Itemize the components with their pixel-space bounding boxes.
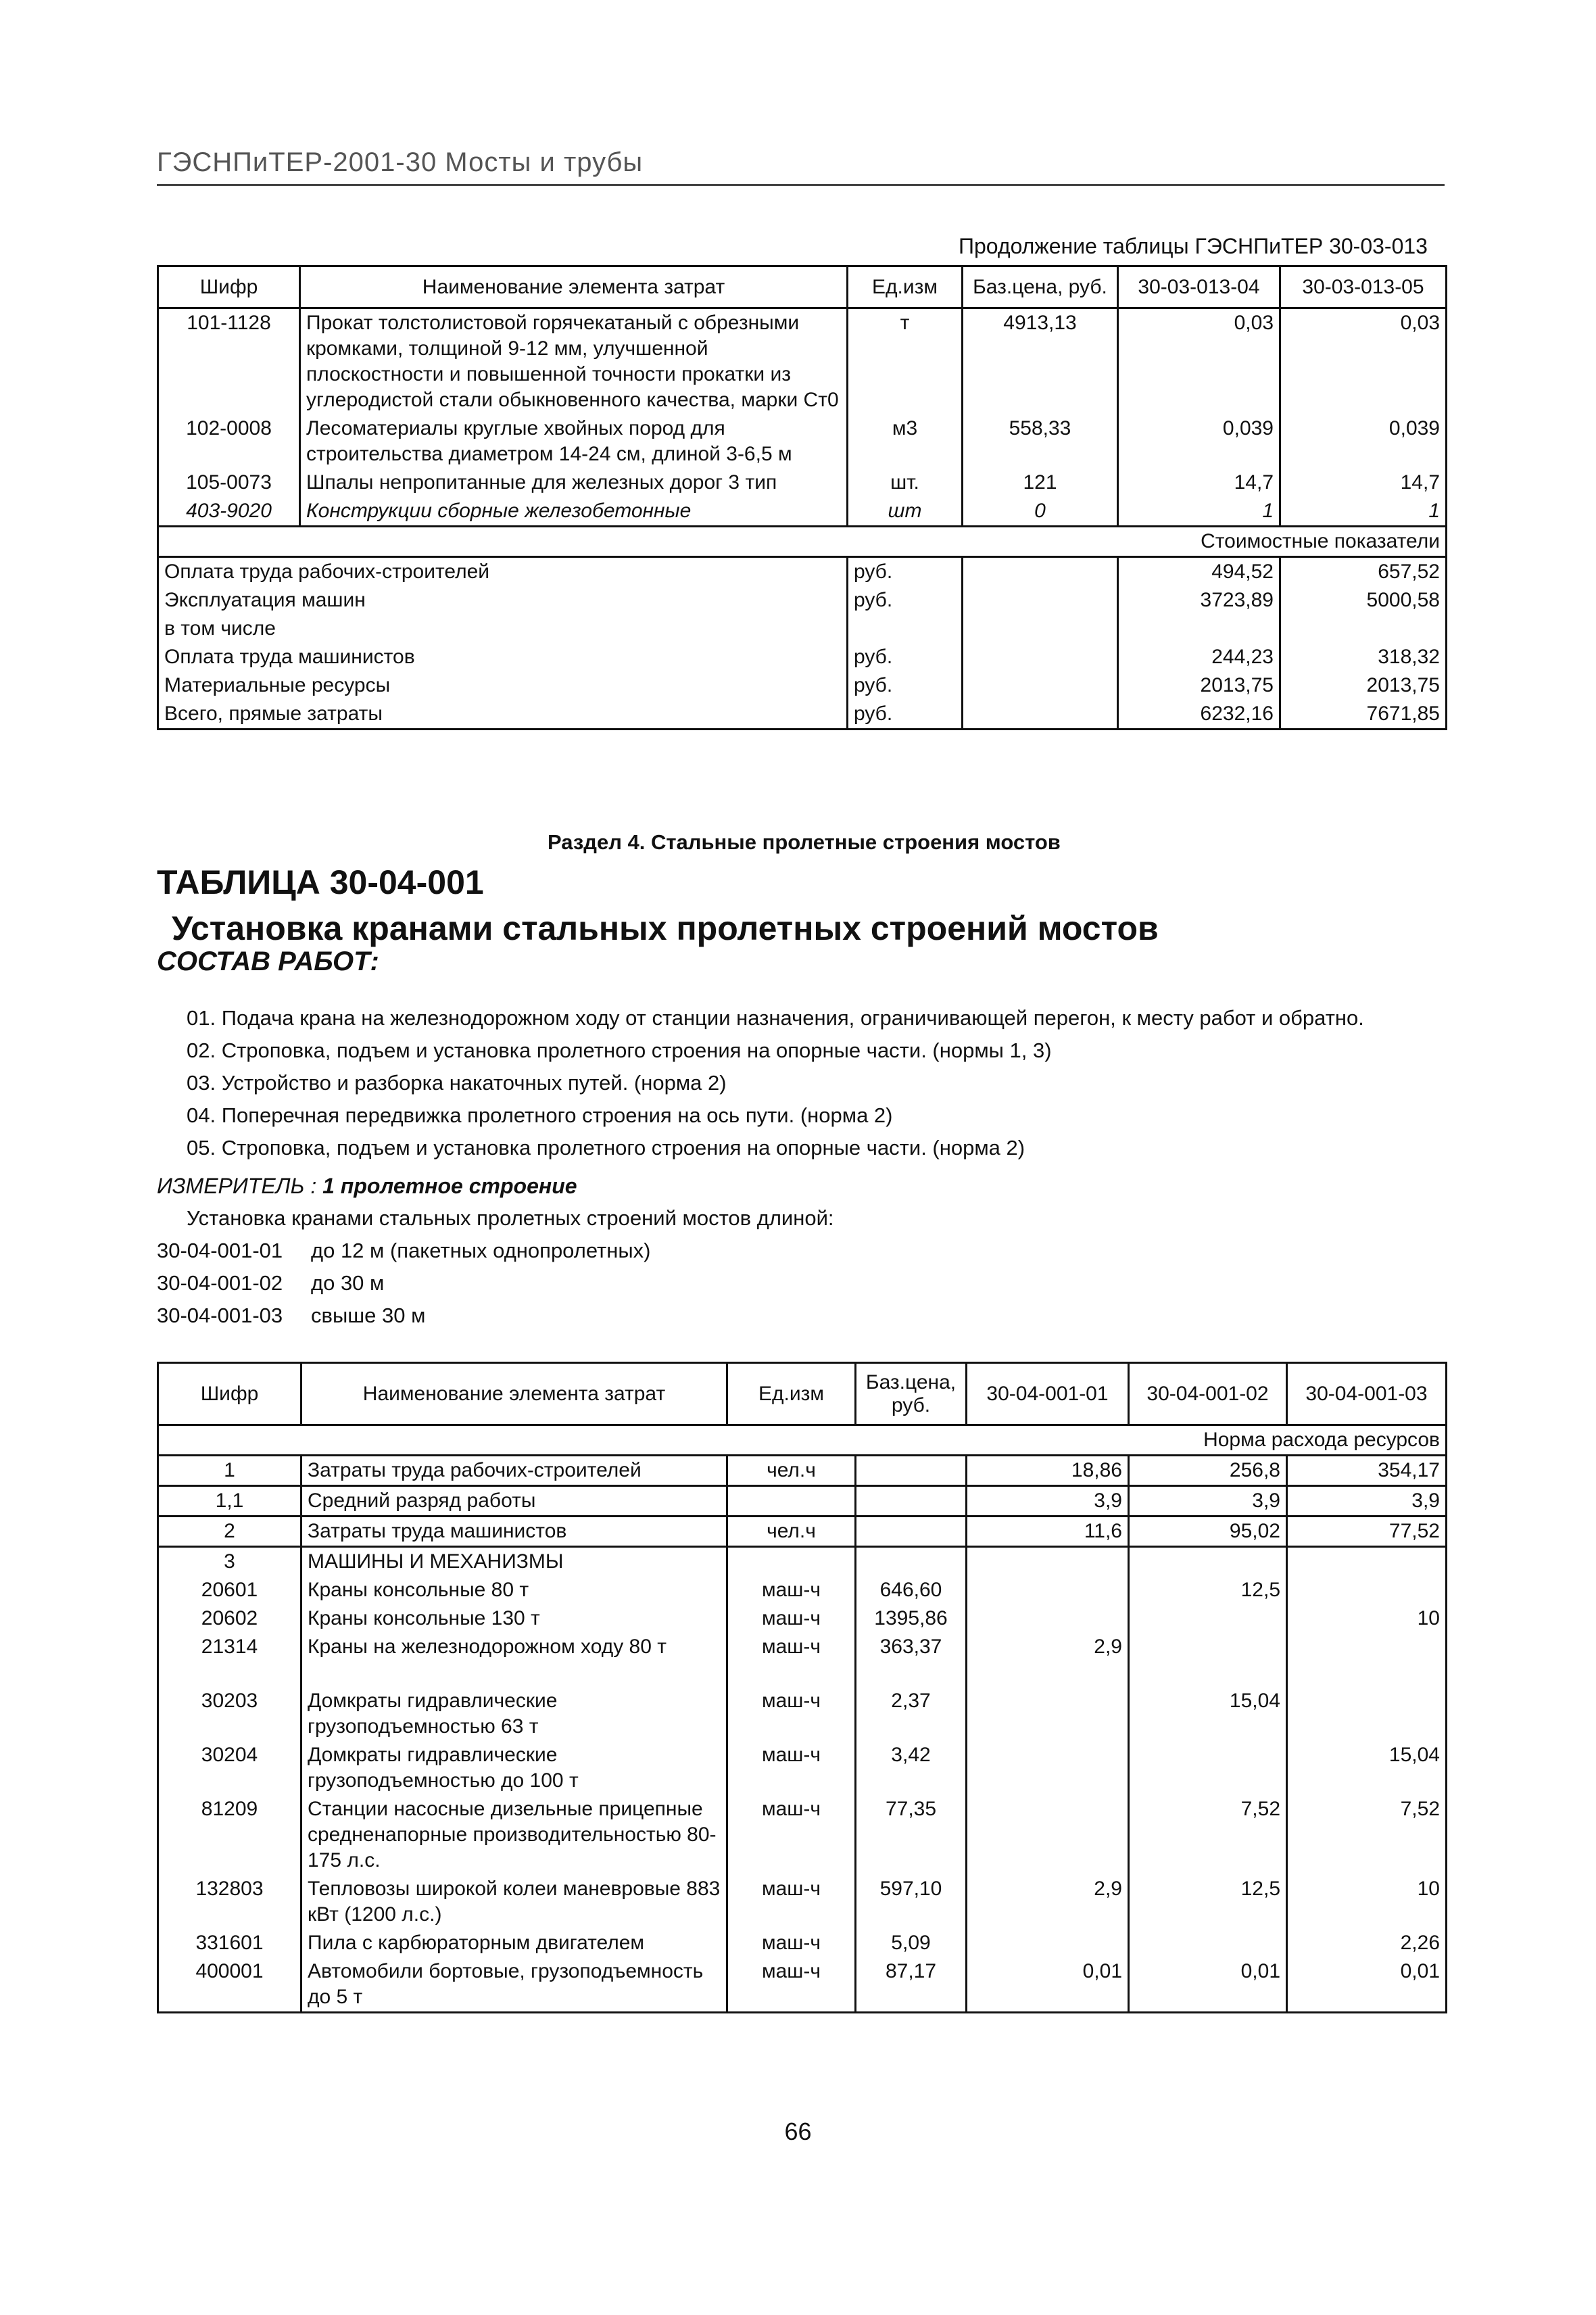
row-unit: маш-ч — [727, 1929, 856, 1957]
operation-item: 04. Поперечная передвижка пролетного строения на ось пути. (норма 2) — [187, 1103, 893, 1127]
row-price: 87,17 — [856, 1957, 967, 2013]
row-unit: шт — [848, 497, 963, 527]
row-value-2: 15,04 — [1129, 1687, 1287, 1741]
row-unit: м3 — [848, 414, 963, 469]
row-price: 3,42 — [856, 1741, 967, 1795]
row-code: 3 — [158, 1547, 301, 1577]
row-unit: маш-ч — [727, 1875, 856, 1929]
row-value-3: 10 — [1287, 1875, 1447, 1929]
row-value-2 — [1129, 1929, 1287, 1957]
row-price — [856, 1486, 967, 1517]
operation-item: 02. Строповка, подъем и установка пролетного строения на опорные части. (нормы 1, 3) — [187, 1039, 1052, 1062]
row-unit: чел.ч — [727, 1456, 856, 1486]
table2-row — [158, 1456, 1447, 1486]
row-name: Краны на железнодорожном ходу 80 т — [301, 1633, 727, 1687]
row-value-2: 95,02 — [1129, 1517, 1287, 1547]
row-value-1: 0,03 — [1118, 308, 1280, 415]
row-code: 21314 — [158, 1633, 301, 1687]
row-unit: маш-ч — [727, 1687, 856, 1741]
row-value-1: 11,6 — [967, 1517, 1129, 1547]
table2-row — [158, 1795, 1447, 1875]
table2-row — [158, 1687, 1447, 1741]
row-name: Прокат толстолистовой горячекатаный с обрезными кромками, толщиной 9-12 мм, улучшенной плоскостности и повышенной точности прокатки из углеродистой стали обыкновенного качества, марки Ст0 — [300, 308, 848, 415]
row-value-3: 2,26 — [1287, 1929, 1447, 1957]
cost-row — [158, 557, 1447, 587]
row-price: 597,10 — [856, 1875, 967, 1929]
row-value-3: 354,17 — [1287, 1456, 1447, 1486]
table1-row — [158, 469, 1447, 497]
table2-row — [158, 1604, 1447, 1633]
table2-header-name: Наименование элемента затрат — [301, 1363, 727, 1425]
row-unit: шт. — [848, 469, 963, 497]
row-price: 0 — [963, 497, 1118, 527]
row-value-1 — [967, 1687, 1129, 1741]
table2-header-col2: 30-04-001-02 — [1129, 1363, 1287, 1425]
cost-empty — [963, 615, 1118, 643]
row-value-2 — [1129, 1547, 1287, 1577]
row-unit — [727, 1486, 856, 1517]
row-unit: маш-ч — [727, 1633, 856, 1687]
row-name: Домкраты гидравлические грузоподъемностью 63 т — [301, 1687, 727, 1741]
row-value-2: 256,8 — [1129, 1456, 1287, 1486]
table-code: ТАБЛИЦА 30-04-001 — [157, 863, 484, 901]
row-unit — [727, 1547, 856, 1577]
table1-caption: Продолжение таблицы ГЭСНПиТЕР 30-03-013 — [959, 234, 1428, 258]
cost-unit: руб. — [848, 671, 963, 700]
row-price — [856, 1456, 967, 1486]
row-price — [856, 1547, 967, 1577]
row-price: 4913,13 — [963, 308, 1118, 415]
work-composition-heading: СОСТАВ РАБОТ: — [157, 947, 379, 976]
row-value-3 — [1287, 1547, 1447, 1577]
cost-value-1: 494,52 — [1118, 557, 1280, 587]
row-value-3: 15,04 — [1287, 1741, 1447, 1795]
cost-value-2: 318,32 — [1280, 643, 1447, 671]
row-value-1 — [967, 1604, 1129, 1633]
row-value-3: 3,9 — [1287, 1486, 1447, 1517]
row-code: 81209 — [158, 1795, 301, 1875]
row-price: 646,60 — [856, 1576, 967, 1604]
table1-header-code: Шифр — [158, 266, 300, 308]
row-value-3 — [1287, 1687, 1447, 1741]
row-code: 30204 — [158, 1741, 301, 1795]
row-value-2: 7,52 — [1129, 1795, 1287, 1875]
cost-empty — [963, 643, 1118, 671]
cost-unit: руб. — [848, 586, 963, 615]
row-value-2 — [1129, 1741, 1287, 1795]
row-value-2: 0,039 — [1280, 414, 1447, 469]
cost-value-2: 7671,85 — [1280, 700, 1447, 730]
cost-unit: руб. — [848, 643, 963, 671]
row-name: Пила с карбюраторным двигателем — [301, 1929, 727, 1957]
cost-row — [158, 615, 1447, 643]
table2-header-code: Шифр — [158, 1363, 301, 1425]
row-code: 331601 — [158, 1929, 301, 1957]
variant-code: 30-04-001-03 — [157, 1304, 283, 1327]
row-value-3: 77,52 — [1287, 1517, 1447, 1547]
row-value-3: 7,52 — [1287, 1795, 1447, 1875]
variant-description: до 12 м (пакетных однопролетных) — [311, 1239, 651, 1262]
cost-empty — [963, 586, 1118, 615]
row-value-3 — [1287, 1576, 1447, 1604]
table1-header-unit: Ед.изм — [848, 266, 963, 308]
row-name: Станции насосные дизельные прицепные средненапорные производительностью 80-175 л.с. — [301, 1795, 727, 1875]
variant-code: 30-04-001-01 — [157, 1239, 283, 1262]
table2-header-price: Баз.цена, руб. — [856, 1363, 967, 1425]
row-value-2: 12,5 — [1129, 1875, 1287, 1929]
row-price: 2,37 — [856, 1687, 967, 1741]
cost-value-1: 2013,75 — [1118, 671, 1280, 700]
row-code: 1 — [158, 1456, 301, 1486]
row-unit: маш-ч — [727, 1604, 856, 1633]
row-code: 102-0008 — [158, 414, 300, 469]
operation-item: 03. Устройство и разборка накаточных путей. (норма 2) — [187, 1071, 727, 1095]
row-value-2: 12,5 — [1129, 1576, 1287, 1604]
row-unit: чел.ч — [727, 1517, 856, 1547]
row-value-1: 0,01 — [967, 1957, 1129, 2013]
row-price: 121 — [963, 469, 1118, 497]
row-code: 2 — [158, 1517, 301, 1547]
running-header: ГЭСНПиТЕР-2001-30 Мосты и трубы — [157, 147, 644, 177]
table1-header-name: Наименование элемента затрат — [300, 266, 848, 308]
meter-value: 1 пролетное строение — [322, 1174, 577, 1198]
table2-row — [158, 1486, 1447, 1517]
norm-label: Норма расхода ресурсов — [158, 1425, 1447, 1456]
row-value-1 — [967, 1795, 1129, 1875]
row-code: 403-9020 — [158, 497, 300, 527]
row-value-1 — [967, 1547, 1129, 1577]
row-code: 20601 — [158, 1576, 301, 1604]
row-name: Затраты труда рабочих-строителей — [301, 1456, 727, 1486]
table2-row — [158, 1957, 1447, 2013]
row-unit: т — [848, 308, 963, 415]
table2-row — [158, 1517, 1447, 1547]
cost-row — [158, 643, 1447, 671]
row-code: 101-1128 — [158, 308, 300, 415]
row-value-1 — [967, 1929, 1129, 1957]
row-unit: маш-ч — [727, 1795, 856, 1875]
table2-row — [158, 1741, 1447, 1795]
row-value-3 — [1287, 1633, 1447, 1687]
row-name: Средний разряд работы — [301, 1486, 727, 1517]
row-name: Лесоматериалы круглые хвойных пород для строительства диаметром 14-24 см, длиной 3-6,5 м — [300, 414, 848, 469]
row-value-1: 2,9 — [967, 1875, 1129, 1929]
row-unit: маш-ч — [727, 1957, 856, 2013]
cost-empty — [963, 671, 1118, 700]
row-name: Конструкции сборные железобетонные — [300, 497, 848, 527]
table2-header-col3: 30-04-001-03 — [1287, 1363, 1447, 1425]
table1-header-price: Баз.цена, руб. — [963, 266, 1118, 308]
row-value-2 — [1129, 1604, 1287, 1633]
row-name: Затраты труда машинистов — [301, 1517, 727, 1547]
row-value-2: 1 — [1280, 497, 1447, 527]
cost-label: Эксплуатация машин — [158, 586, 848, 615]
row-name: МАШИНЫ И МЕХАНИЗМЫ — [301, 1547, 727, 1577]
row-value-1: 3,9 — [967, 1486, 1129, 1517]
row-value-2: 14,7 — [1280, 469, 1447, 497]
table1-header-col2: 30-03-013-05 — [1280, 266, 1447, 308]
row-unit: маш-ч — [727, 1576, 856, 1604]
cost-unit: руб. — [848, 557, 963, 587]
row-name: Тепловозы широкой колеи маневровые 883 кВт (1200 л.с.) — [301, 1875, 727, 1929]
operation-item: 01. Подача крана на железнодорожном ходу от станции назначения, ограничивающей перегон, к месту работ и обратно. — [187, 1006, 1364, 1030]
cost-row — [158, 586, 1447, 615]
cost-empty — [963, 557, 1118, 587]
variant-description: до 30 м — [311, 1271, 385, 1295]
meter-line — [157, 1174, 577, 1199]
page-number: 66 — [784, 2118, 812, 2145]
cost-value-1: 244,23 — [1118, 643, 1280, 671]
row-value-1 — [967, 1576, 1129, 1604]
cost-label: Оплата труда машинистов — [158, 643, 848, 671]
row-code: 132803 — [158, 1875, 301, 1929]
table2-row — [158, 1929, 1447, 1957]
cost-empty — [963, 700, 1118, 730]
table1-row — [158, 414, 1447, 469]
table2-row — [158, 1633, 1447, 1687]
row-value-2: 0,03 — [1280, 308, 1447, 415]
table2-row — [158, 1576, 1447, 1604]
row-value-1: 18,86 — [967, 1456, 1129, 1486]
table2-row — [158, 1875, 1447, 1929]
row-code: 20602 — [158, 1604, 301, 1633]
cost-label: Материальные ресурсы — [158, 671, 848, 700]
row-value-1 — [967, 1741, 1129, 1795]
row-value-1: 2,9 — [967, 1633, 1129, 1687]
row-value-1: 1 — [1118, 497, 1280, 527]
row-value-2: 0,01 — [1129, 1957, 1287, 2013]
header-rule — [157, 184, 1445, 186]
table1-row — [158, 308, 1447, 415]
cost-value-1: 6232,16 — [1118, 700, 1280, 730]
row-unit: маш-ч — [727, 1741, 856, 1795]
cost-row — [158, 671, 1447, 700]
row-value-1: 0,039 — [1118, 414, 1280, 469]
variant-description: свыше 30 м — [311, 1304, 426, 1327]
row-price: 5,09 — [856, 1929, 967, 1957]
cost-label: в том числе — [158, 615, 848, 643]
cost-unit — [848, 615, 963, 643]
row-code: 1,1 — [158, 1486, 301, 1517]
row-name: Автомобили бортовые, грузоподъемность до 5 т — [301, 1957, 727, 2013]
row-price: 558,33 — [963, 414, 1118, 469]
section-heading: Раздел 4. Стальные пролетные строения мостов — [548, 830, 1061, 854]
table2-header-unit: Ед.изм — [727, 1363, 856, 1425]
row-price: 77,35 — [856, 1795, 967, 1875]
cost-value-2: 5000,58 — [1280, 586, 1447, 615]
row-code: 400001 — [158, 1957, 301, 2013]
row-name: Домкраты гидравлические грузоподъемностью до 100 т — [301, 1741, 727, 1795]
table1-header-col1: 30-03-013-04 — [1118, 266, 1280, 308]
row-value-3: 0,01 — [1287, 1957, 1447, 2013]
table2-header-col1: 30-04-001-01 — [967, 1363, 1129, 1425]
row-value-1: 14,7 — [1118, 469, 1280, 497]
table1-row — [158, 497, 1447, 527]
cost-value-1: 3723,89 — [1118, 586, 1280, 615]
cost-indicators-label: Стоимостные показатели — [158, 527, 1447, 557]
row-name: Шпалы непропитанные для железных дорог 3 тип — [300, 469, 848, 497]
row-value-2 — [1129, 1633, 1287, 1687]
row-code: 30203 — [158, 1687, 301, 1741]
cost-value-2 — [1280, 615, 1447, 643]
row-price: 363,37 — [856, 1633, 967, 1687]
cost-unit: руб. — [848, 700, 963, 730]
operation-item: 05. Строповка, подъем и установка пролетного строения на опорные части. (норма 2) — [187, 1136, 1025, 1160]
row-name: Краны консольные 130 т — [301, 1604, 727, 1633]
install-description: Установка кранами стальных пролетных строений мостов длиной: — [187, 1206, 834, 1230]
row-name: Краны консольные 80 т — [301, 1576, 727, 1604]
cost-value-2: 2013,75 — [1280, 671, 1447, 700]
table2 — [157, 1362, 1447, 2013]
row-price — [856, 1517, 967, 1547]
row-value-2: 3,9 — [1129, 1486, 1287, 1517]
cost-row — [158, 700, 1447, 730]
table2-row — [158, 1547, 1447, 1577]
meter-label: ИЗМЕРИТЕЛЬ : — [157, 1174, 317, 1198]
variant-code: 30-04-001-02 — [157, 1271, 283, 1295]
row-code: 105-0073 — [158, 469, 300, 497]
row-value-3: 10 — [1287, 1604, 1447, 1633]
table1 — [157, 265, 1447, 730]
row-price: 1395,86 — [856, 1604, 967, 1633]
cost-value-2: 657,52 — [1280, 557, 1447, 587]
cost-label: Оплата труда рабочих-строителей — [158, 557, 848, 587]
table-title: Установка кранами стальных пролетных строений мостов — [172, 909, 1159, 947]
cost-value-1 — [1118, 615, 1280, 643]
cost-label: Всего, прямые затраты — [158, 700, 848, 730]
